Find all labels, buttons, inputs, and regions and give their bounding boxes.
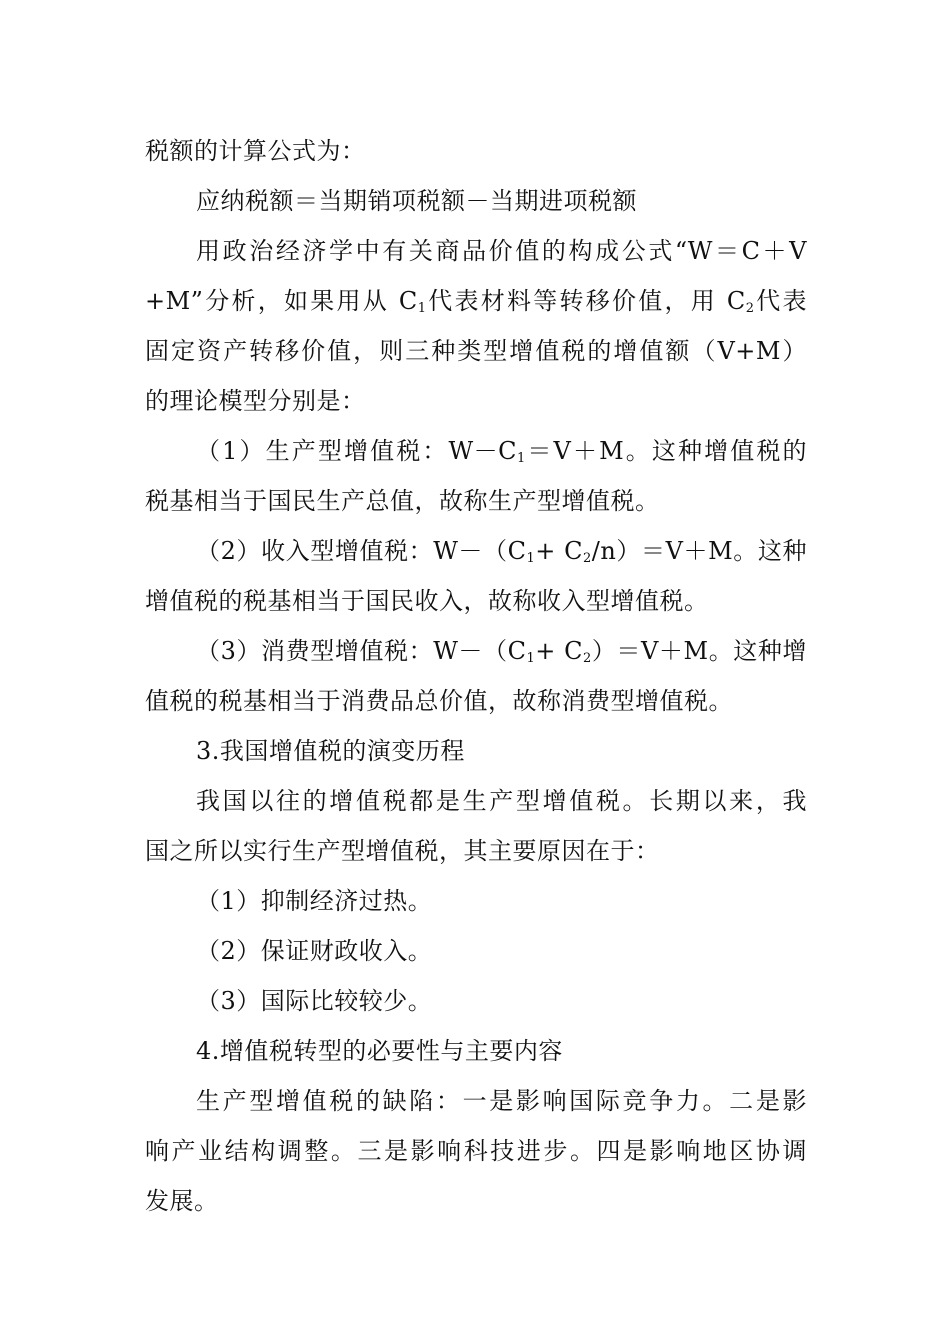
- text-line-12: 值税的税基相当于消费品总价值，故称消费型增值税。: [145, 687, 733, 715]
- text-line-10: 增值税的税基相当于国民收入，故称收入型增值税。: [145, 587, 709, 615]
- text-line-8: 税基相当于国民生产总值，故称生产型增值税。: [145, 487, 660, 515]
- text-line-4: +M”分析，如果用从 $C_1$代表材料等转移价值，用 $C_2$代表: [145, 287, 807, 316]
- section-heading-3: 3.我国增值税的演变历程: [196, 737, 465, 765]
- reason-item-3: （3）国际比较较少。: [196, 987, 433, 1015]
- text-line-1: 税额的计算公式为：: [145, 137, 366, 165]
- section-heading-4: 4.增值税转型的必要性与主要内容: [196, 1037, 563, 1065]
- text-line-14: 我国以往的增值税都是生产型增值税。长期以来，我: [196, 787, 807, 815]
- text-line-6: 的理论模型分别是：: [145, 387, 366, 415]
- text-line-20: 生产型增值税的缺陷：一是影响国际竞争力。二是影: [196, 1087, 807, 1115]
- text-line-3: 用政治经济学中有关商品价值的构成公式“W＝C＋V: [196, 237, 807, 265]
- text-line-21: 响产业结构调整。三是影响科技进步。四是影响地区协调: [145, 1137, 807, 1165]
- text-line-15: 国之所以实行生产型增值税，其主要原因在于：: [145, 837, 660, 865]
- income-type-line: （2）收入型增值税：$W-(C_1+ C_2/n)=V+M$。这种: [196, 537, 807, 566]
- production-type-line: （1）生产型增值税：$W-C_1=V+M$。这种增值税的: [196, 437, 807, 466]
- consumption-type-line: （3）消费型增值税：$W-(C_1+ C_2)=V+M$。这种增: [196, 637, 807, 666]
- formula-line: 应纳税额＝当期销项税额－当期进项税额: [196, 187, 637, 215]
- text-line-5: 固定资产转移价值，则三种类型增值税的增值额（V+M）: [145, 337, 807, 365]
- reason-item-1: （1）抑制经济过热。: [196, 887, 433, 915]
- reason-item-2: （2）保证财政收入。: [196, 937, 433, 965]
- text-line-22: 发展。: [145, 1187, 219, 1215]
